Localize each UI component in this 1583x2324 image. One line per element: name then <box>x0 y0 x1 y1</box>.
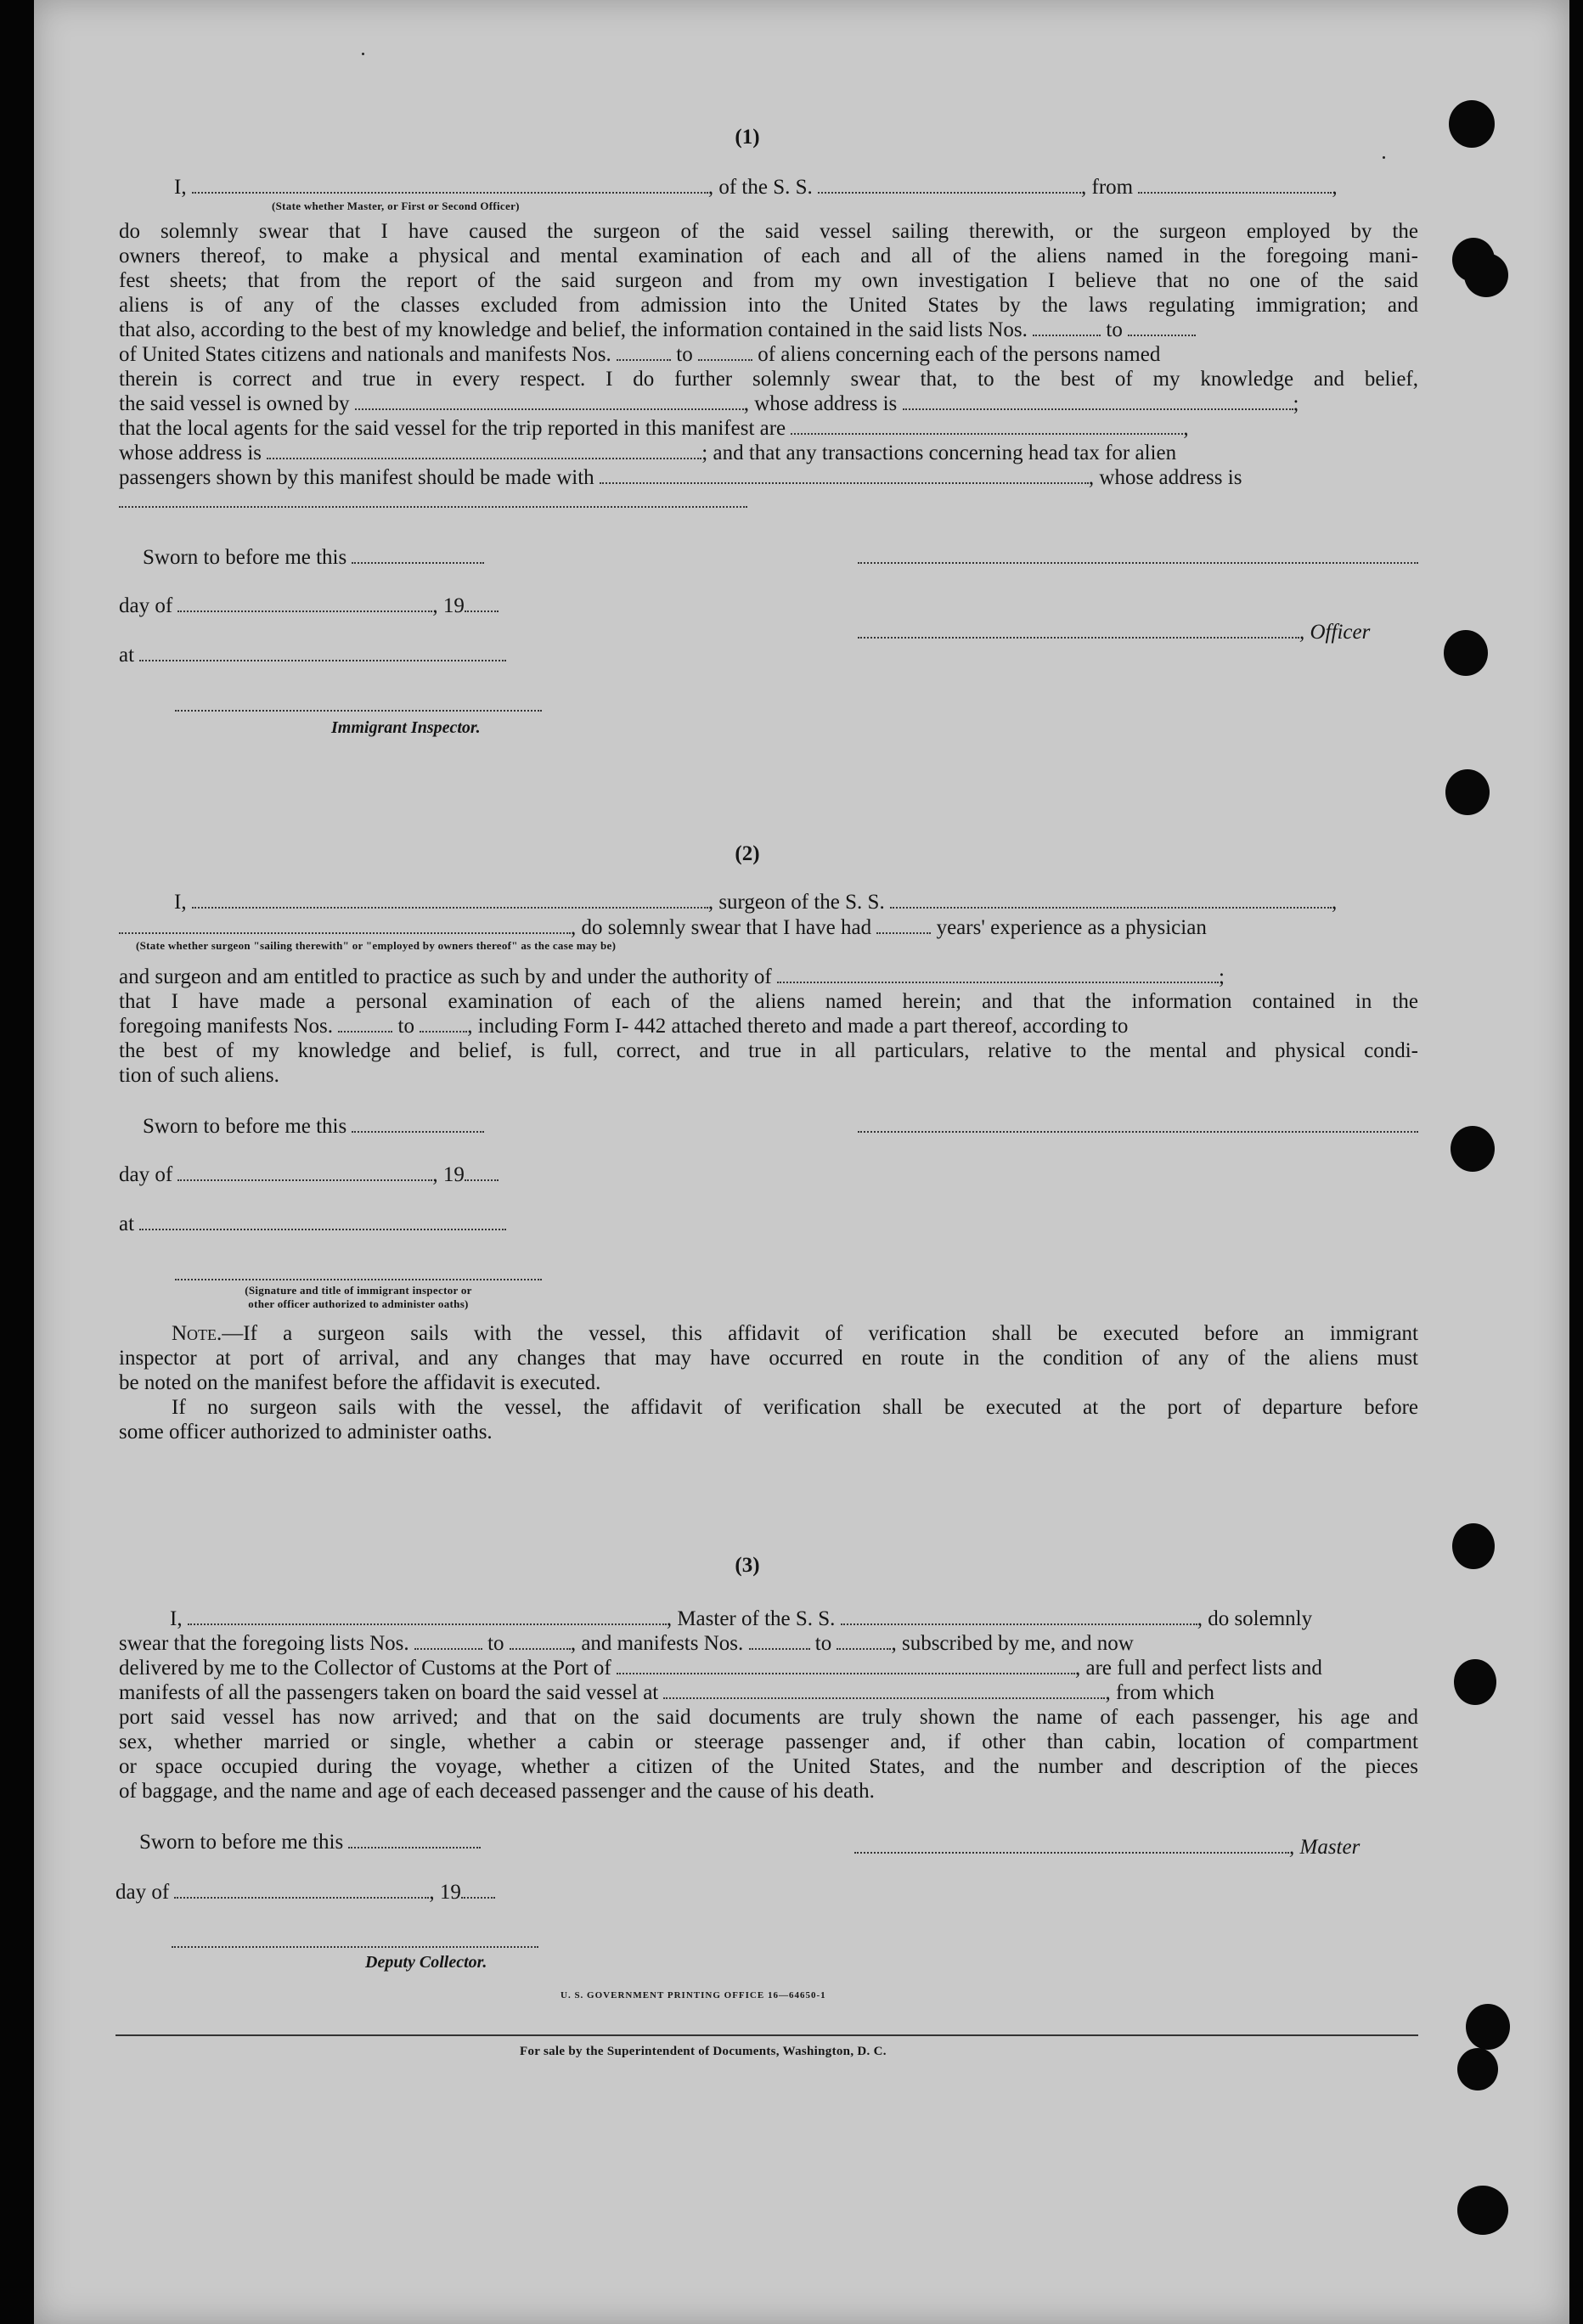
text: , Master of the S. S. <box>666 1607 836 1630</box>
s1-para-line-4: aliens is of any of the classes excluded from admission into the United States by the laws regulating immigration; and <box>119 294 1418 317</box>
deputy-collector-caption: Deputy Collector. <box>365 1953 487 1972</box>
binder-hole <box>1445 769 1490 815</box>
manifests-from-field[interactable] <box>617 344 671 361</box>
text: , are full and perfect lists and <box>1075 1657 1322 1680</box>
s1-para-line-1: do solemnly swear that I have caused the surgeon of the said vessel sailing therewith, or the surgeon employed by the <box>119 220 1418 243</box>
text: to <box>1106 318 1123 341</box>
owner-address-field[interactable] <box>903 393 1293 410</box>
text: , surgeon of the S. S. <box>707 891 885 914</box>
section-2-number: (2) <box>735 842 760 865</box>
text: Sworn to before me this <box>143 546 347 569</box>
s3-sworn-line <box>139 1830 481 1855</box>
s3-para-line-1 <box>119 1631 1134 1657</box>
owner-field[interactable] <box>355 393 744 410</box>
text: , whose address is <box>1088 466 1242 489</box>
paper-speck <box>362 53 364 55</box>
text: , from <box>1081 176 1134 199</box>
surgeon-type-hint: (State whether surgeon "sailing therewith" or "employed by owners thereof" as the case may be) <box>136 939 617 952</box>
s3-para-line-2 <box>119 1656 1322 1681</box>
binder-hole <box>1466 2004 1510 2050</box>
s1-signature-line[interactable] <box>858 562 1418 564</box>
s3-ship-name-field[interactable] <box>841 1608 1197 1625</box>
text: delivered by me to the Collector of Customs at the Port of <box>119 1657 611 1680</box>
text: day of <box>119 594 173 617</box>
s3-para-line-6: or space occupied during the voyage, whether a citizen of the United States, and the number and description of the pieces <box>119 1755 1418 1778</box>
binder-hole <box>1444 630 1488 676</box>
s3-year-field[interactable] <box>461 1882 495 1899</box>
text: , of the S. S. <box>707 176 813 199</box>
s1-day-line <box>119 594 499 619</box>
text: —If a surgeon sails with the vessel, this affidavit of verification shall be executed before an immigrant <box>222 1322 1418 1345</box>
s1-para-line-8 <box>119 391 1299 417</box>
text: to <box>676 343 693 366</box>
s2-manifests-from-field[interactable] <box>338 1016 392 1033</box>
text: whose address is <box>119 442 262 464</box>
section-2-line-2 <box>119 915 1207 941</box>
text: to <box>487 1632 504 1655</box>
s2-sworn-line <box>143 1114 484 1139</box>
text: I, <box>174 891 187 914</box>
authority-field[interactable] <box>777 966 1219 983</box>
head-tax-party-field[interactable] <box>600 467 1089 484</box>
s2-day-field[interactable] <box>177 1164 432 1181</box>
s3-lists-from-field[interactable] <box>414 1633 482 1650</box>
agents-address-field[interactable] <box>267 442 701 459</box>
s3-para-line-3 <box>119 1680 1214 1706</box>
s3-lists-to-field[interactable] <box>510 1633 571 1650</box>
text: swear that the foregoing lists Nos. <box>119 1632 409 1655</box>
text: the said vessel is owned by <box>119 392 350 415</box>
s1-para-line-6 <box>119 342 1160 368</box>
s2-at-line <box>119 1212 506 1237</box>
s2-sworn-date-field[interactable] <box>352 1116 484 1133</box>
document-page <box>34 0 1569 2324</box>
port-field[interactable] <box>617 1657 1075 1674</box>
text: passengers shown by this manifest should be made with <box>119 466 594 489</box>
s1-officer-line <box>858 620 1370 645</box>
note-line-2: inspector at port of arrival, and any changes that may have occurred en route in the condition of any of the aliens must <box>119 1347 1418 1370</box>
text: , do solemnly <box>1197 1607 1313 1630</box>
s3-master-signature-field[interactable] <box>854 1837 1289 1854</box>
note-label: Note. <box>172 1322 223 1345</box>
s2-signature-caption-2: other officer authorized to administer oaths) <box>248 1297 469 1310</box>
binder-hole <box>1449 100 1495 148</box>
text: ; and that any transactions concerning head tax for alien <box>701 442 1177 464</box>
sale-notice: For sale by the Superintendent of Documents, Washington, D. C. <box>520 2045 887 2058</box>
s2-ship-name-field[interactable] <box>890 892 1332 909</box>
text: at <box>119 1213 135 1235</box>
text: day of <box>115 1881 170 1904</box>
note-line-3: be noted on the manifest before the affidavit is executed. <box>119 1371 601 1394</box>
s1-sworn-line <box>143 545 484 571</box>
text: , subscribed by me, and now <box>891 1632 1134 1655</box>
text: to <box>397 1015 414 1038</box>
s1-officer-field[interactable] <box>858 622 1299 639</box>
lists-from-field[interactable] <box>1033 319 1101 336</box>
s1-inspector-signature-line[interactable] <box>175 710 542 712</box>
lists-to-field[interactable] <box>1128 319 1196 336</box>
paper-speck <box>1383 156 1385 159</box>
text: I, <box>174 176 187 199</box>
text: , <box>1331 891 1338 914</box>
section-1-line-1 <box>174 175 1338 200</box>
s2-para-line-3 <box>119 1014 1128 1039</box>
s2-signature-line[interactable] <box>858 1131 1418 1133</box>
text: , Officer <box>1299 621 1371 644</box>
s3-day-line <box>115 1880 495 1905</box>
text: , whose address is <box>743 392 898 415</box>
s2-para-line-2: that I have made a personal examination of each of the aliens named herein; and that the information contained in the <box>119 990 1418 1013</box>
s2-para-line-4: the best of my knowledge and belief, is full, correct, and true in all particulars, relative to the mental and physical condi- <box>119 1039 1418 1062</box>
s3-day-field[interactable] <box>174 1882 429 1899</box>
text: and surgeon and am entitled to practice as such by and under the authority of <box>119 965 772 988</box>
text: manifests of all the passengers taken on board the said vessel at <box>119 1681 659 1704</box>
head-tax-address-field[interactable] <box>119 506 747 508</box>
s3-para-line-4: port said vessel has now arrived; and that on the said documents are truly shown the name of each passenger, his age and <box>119 1706 1418 1729</box>
text: , including Form I- 442 attached thereto and made a part thereof, according to <box>467 1015 1129 1038</box>
text: , <box>1183 417 1189 440</box>
s1-inspector-caption: Immigrant Inspector. <box>331 718 481 737</box>
binder-hole <box>1457 2048 1498 2090</box>
s2-para-line-1 <box>119 965 1225 990</box>
binder-hole <box>1457 2186 1508 2235</box>
s3-sworn-date-field[interactable] <box>348 1832 481 1849</box>
master-field-hint: (State whether Master, or First or Second Officer) <box>272 200 520 212</box>
master-name-field[interactable] <box>192 177 708 194</box>
s3-deputy-signature-line[interactable] <box>172 1946 538 1948</box>
s1-para-line-2: owners thereof, to make a physical and mental examination of each and all of the aliens named in the foregoing mani- <box>119 245 1418 267</box>
section-2-line-1 <box>174 890 1337 915</box>
text: , <box>1332 176 1338 199</box>
s3-manifests-from-field[interactable] <box>749 1633 810 1650</box>
binder-hole <box>1451 1126 1495 1172</box>
binder-hole <box>1454 1659 1496 1705</box>
text: I, <box>170 1607 183 1630</box>
text: , 19 <box>432 1163 465 1186</box>
text: of United States citizens and nationals and manifests Nos. <box>119 343 611 366</box>
ship-name-field[interactable] <box>818 177 1081 194</box>
text: , from which <box>1105 1681 1214 1704</box>
s3-manifests-to-field[interactable] <box>837 1633 891 1650</box>
s2-manifests-to-field[interactable] <box>420 1016 467 1033</box>
text: Sworn to before me this <box>143 1115 347 1138</box>
note-line-1 <box>172 1321 1418 1347</box>
text: , 19 <box>429 1881 461 1904</box>
printing-office-imprint: U. S. GOVERNMENT PRINTING OFFICE 16—64650-1 <box>561 1990 826 2000</box>
text: ; <box>1219 965 1225 988</box>
text: to <box>814 1632 832 1655</box>
text: that the local agents for the said vessel for the trip reported in this manifest are <box>119 417 786 440</box>
note-line-5: some officer authorized to administer oaths. <box>119 1421 493 1443</box>
text: , do solemnly swear that I have had <box>571 916 872 939</box>
s2-at-field[interactable] <box>139 1213 506 1230</box>
s1-at-field[interactable] <box>139 644 506 661</box>
text: years' experience as a physician <box>936 916 1207 939</box>
embark-port-field[interactable] <box>663 1682 1105 1699</box>
s1-sworn-date-field[interactable] <box>352 547 484 564</box>
s2-year-field[interactable] <box>465 1164 499 1181</box>
s1-year-field[interactable] <box>465 595 499 612</box>
section-3-number: (3) <box>735 1554 760 1577</box>
text: day of <box>119 1163 173 1186</box>
surgeon-type-field[interactable] <box>119 917 571 934</box>
from-port-field[interactable] <box>1138 177 1332 194</box>
s2-signature-caption-1: (Signature and title of immigrant inspector or <box>245 1284 472 1297</box>
text: , and manifests Nos. <box>570 1632 744 1655</box>
s1-at-line <box>119 643 506 668</box>
binder-hole <box>1452 1523 1495 1569</box>
s1-para-line-9 <box>119 416 1189 442</box>
s1-para-line-7: therein is correct and true in every respect. I do further solemnly swear that, to the best of my knowledge and belief, <box>119 368 1418 391</box>
s2-official-signature-line[interactable] <box>175 1279 542 1280</box>
surgeon-name-field[interactable] <box>192 892 708 909</box>
binder-hole <box>1464 253 1508 297</box>
s1-para-line-5 <box>119 318 1196 343</box>
s2-day-line <box>119 1162 499 1188</box>
text: at <box>119 644 135 667</box>
years-experience-field[interactable] <box>876 917 931 934</box>
text: , 19 <box>432 594 465 617</box>
s3-para-line-7: of baggage, and the name and age of each deceased passenger and the cause of his death. <box>119 1780 875 1803</box>
s2-para-line-5: tion of such aliens. <box>119 1064 279 1087</box>
section-3-line-1 <box>170 1607 1312 1632</box>
text: , Master <box>1289 1836 1360 1859</box>
note-line-4: If no surgeon sails with the vessel, the affidavit of verification shall be executed at the port of departure before <box>172 1396 1418 1419</box>
text: ; <box>1293 392 1299 415</box>
s3-master-name-field[interactable] <box>188 1608 667 1625</box>
footer-rule <box>115 2034 1418 2036</box>
s3-para-line-5: sex, whether married or single, whether a cabin or steerage passenger and, if other than cabin, location of compartment <box>119 1730 1418 1753</box>
local-agents-field[interactable] <box>791 418 1183 435</box>
s1-para-line-3: fest sheets; that from the report of the said surgeon and from my own investigation I believe that no one of the said <box>119 269 1418 292</box>
text: foregoing manifests Nos. <box>119 1015 334 1038</box>
text: Sworn to before me this <box>139 1831 344 1854</box>
s1-para-line-10 <box>119 441 1176 466</box>
section-1-number: (1) <box>735 126 760 149</box>
s1-day-field[interactable] <box>177 595 432 612</box>
manifests-to-field[interactable] <box>698 344 752 361</box>
s3-master-signature-line <box>854 1835 1360 1860</box>
text: of aliens concerning each of the persons named <box>758 343 1161 366</box>
text: that also, according to the best of my knowledge and belief, the information contained in the said lists Nos. <box>119 318 1028 341</box>
s1-para-line-11 <box>119 465 1242 491</box>
